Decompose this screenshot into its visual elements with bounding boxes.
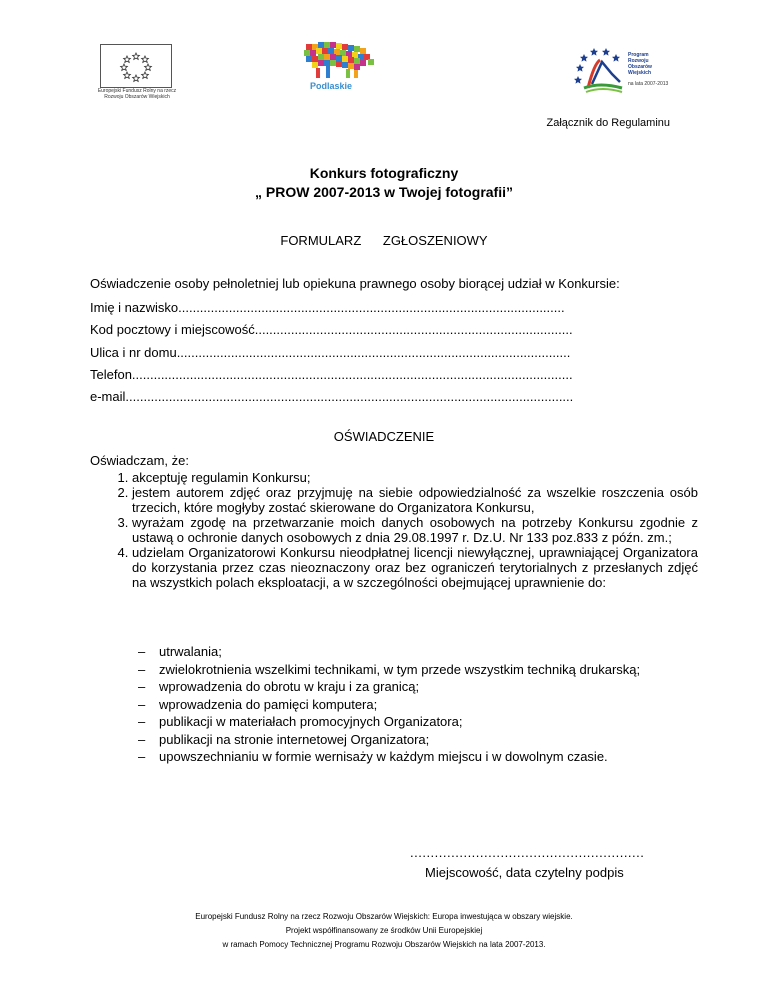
footer-line: Europejski Fundusz Rolny na rzecz Rozwoju Obszarów Wiejskich: Europa inwestująca w obszary wiejskie. [195, 912, 573, 921]
podlaskie-logo [296, 40, 386, 100]
prow-logo [570, 44, 674, 100]
usage-item: – wprowadzenia do obrotu w kraju i za granicą; [140, 679, 678, 695]
footer-line: Projekt współfinansowany ze środków Unii Europejskiej [285, 926, 483, 935]
eu-logo [94, 44, 180, 98]
podlaskie-label: Podlaskie [310, 81, 353, 91]
postal-code-field[interactable]: Kod pocztowy i miejscowość........................................................................................ [90, 322, 573, 337]
statement-point: 4. udzielam Organizatorowi Konkursu nieodpłatnej licencji niewyłącznej, uprawniającej Organizatora do korzystania przez czas nieoznaczony oraz bez ograniczeń terytorialnych z przesłanych zdjęć na wszystkich polach eksploatacji, a w szczególności obejmującej uprawnienie do: [132, 545, 698, 590]
usage-item: – utrwalania; [140, 644, 678, 660]
signature-line[interactable]: ......................................................... [410, 845, 645, 860]
footer-line: w ramach Pomocy Technicznej Programu Rozwoju Obszarów Wiejskich na lata 2007-2013. [222, 940, 546, 949]
statement-points [108, 470, 698, 590]
street-field[interactable]: Ulica i nr domu............................................................................................................. [90, 345, 571, 360]
usage-item: – zwielokrotnienia wszelkimi technikami, w tym przede wszystkim techniką drukarską; [140, 662, 678, 678]
eu-flag-icon [100, 44, 172, 88]
usage-list [140, 644, 678, 767]
intro-text: Oświadczenie osoby pełnoletniej lub opiekuna prawnego osoby biorącej udział w Konkursie: [90, 276, 620, 291]
annex-label: Załącznik do Regulaminu [546, 117, 670, 129]
statement-point: 2. jestem autorem zdjęć oraz przyjmuję na siebie odpowiedzialność za wszelkie roszczenia osób trzecich, które mogłyby zostać skierowane do Organizatora Konkursu, [132, 485, 698, 515]
contest-subtitle: „ PROW 2007-2013 w Twojej fotografii” [254, 184, 513, 200]
usage-item: – upowszechnianiu w formie wernisaży w każdym miejscu i w dowolnym czasie. [140, 749, 678, 765]
email-field[interactable]: e-mail............................................................................................................................ [90, 389, 574, 404]
usage-item: – wprowadzenia do pamięci komputera; [140, 697, 678, 713]
statement-lead: Oświadczam, że: [90, 453, 189, 468]
prow-years: na lata 2007-2013 [628, 81, 669, 87]
bison-icon [296, 40, 386, 82]
signature-label: Miejscowość, data czytelny podpis [425, 865, 624, 880]
name-field[interactable]: Imię i nazwisko........................................................................................................... [90, 300, 565, 315]
statement-heading: OŚWIADCZENIE [333, 429, 435, 444]
form-title: FORMULARZ ZGŁOSZENIOWY [280, 233, 488, 248]
prow-emblem-icon [570, 44, 626, 96]
phone-field[interactable]: Telefon.......................................................................................................................... [90, 367, 573, 382]
usage-item: – publikacji w materiałach promocyjnych Organizatora; [140, 714, 678, 730]
eu-caption: Europejski Fundusz Rolny na rzecz Rozwoju Obszarów Wiejskich [97, 88, 177, 100]
statement-point: 1. akceptuję regulamin Konkursu; [132, 470, 698, 485]
prow-label: Program Rozwoju Obszarów Wiejskich [628, 52, 652, 76]
statement-point: 3. wyrażam zgodę na przetwarzanie moich danych osobowych na potrzeby Konkursu zgodnie z ustawą o ochronie danych osobowych z dnia 29.08.1997 r. Dz.U. Nr 133 poz.833 z późn. zm.; [132, 515, 698, 545]
contest-title: Konkurs fotograficzny [309, 165, 459, 181]
usage-item: – publikacji na stronie internetowej Organizatora; [140, 732, 678, 748]
